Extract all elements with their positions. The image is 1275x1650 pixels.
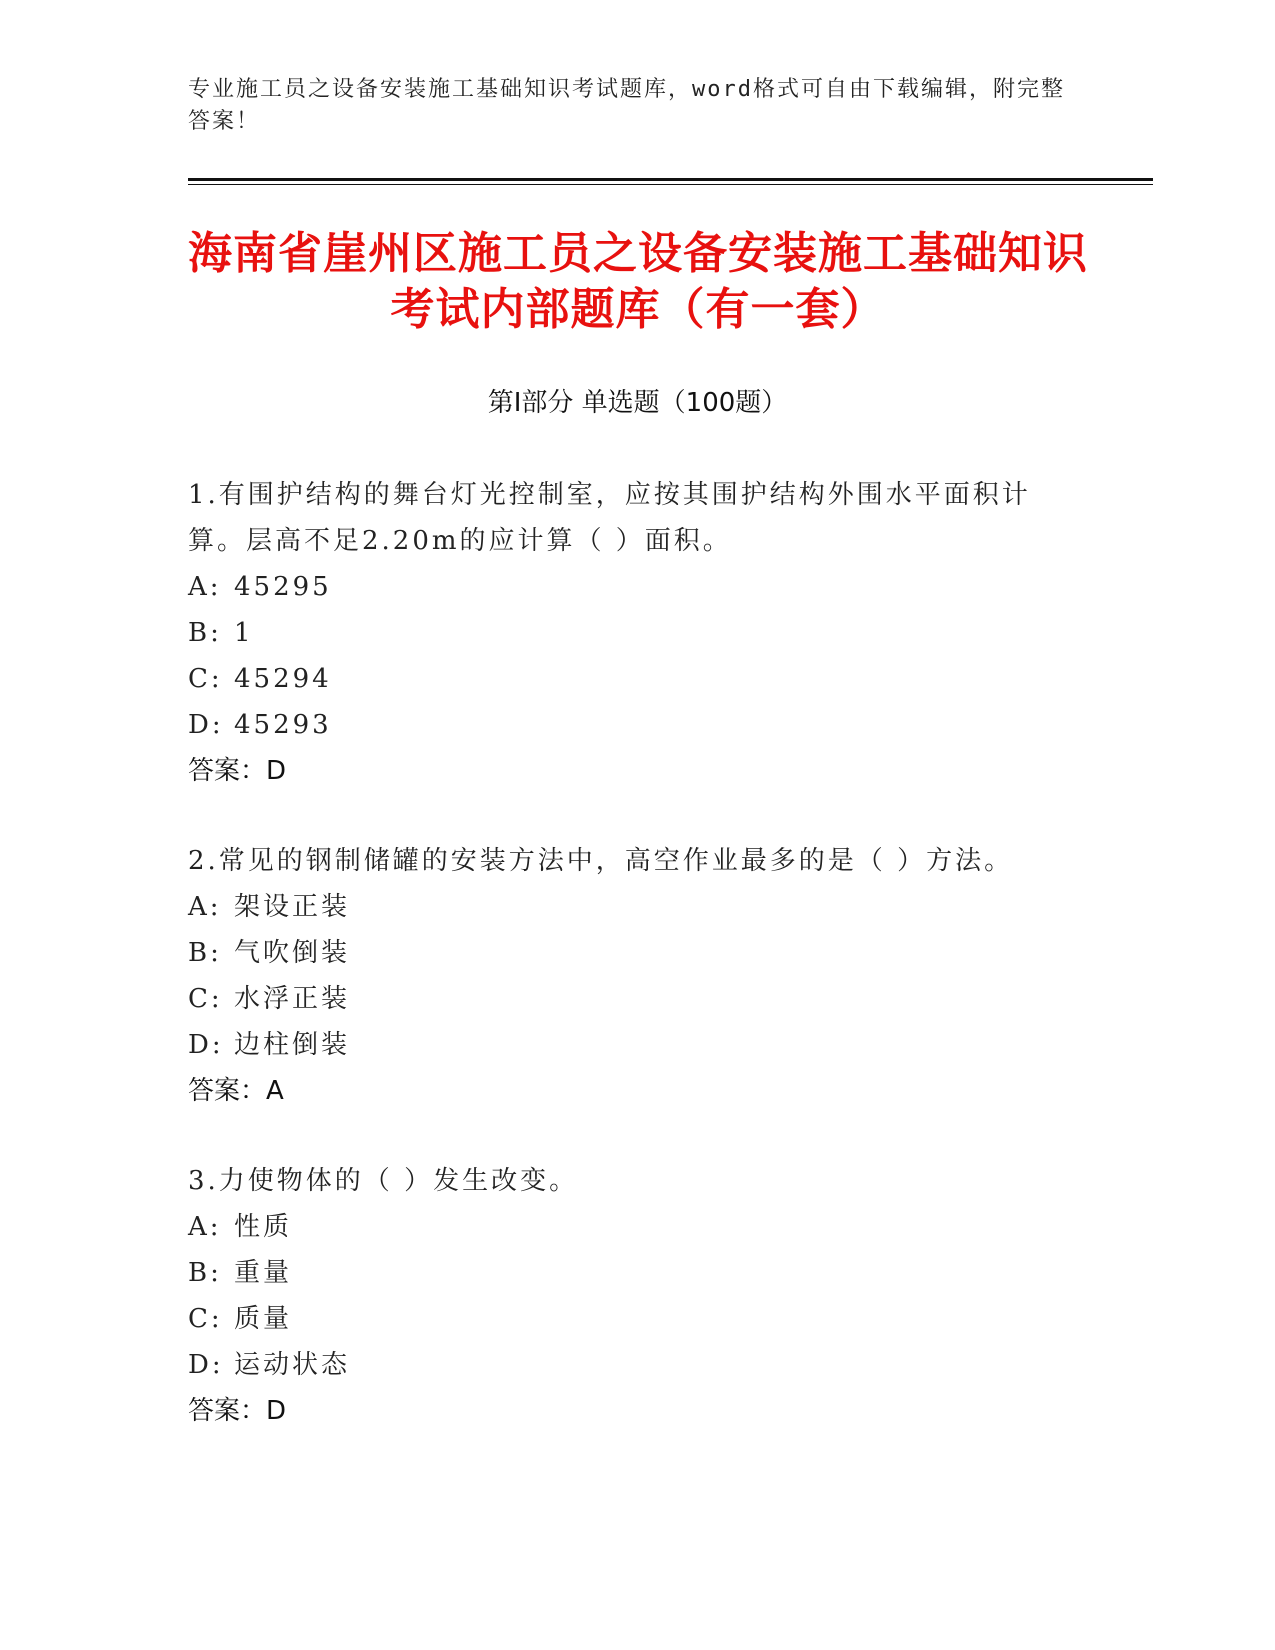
option-key: D: — [188, 710, 224, 740]
option-value: 水浮正装 — [234, 984, 351, 1014]
option-d — [188, 1022, 1068, 1068]
question-text: 1.有围护结构的舞台灯光控制室，应按其围护结构外围水平面积计算。层高不足2.20m的应计算（ ）面积。 — [188, 480, 1031, 556]
option-key: C: — [188, 1304, 223, 1334]
option-c — [188, 976, 1068, 1022]
option-a — [188, 884, 1068, 930]
option-value: 运动状态 — [234, 1350, 351, 1380]
option-key: D: — [188, 1350, 224, 1380]
question-3 — [188, 1158, 1068, 1434]
option-key: C: — [188, 664, 223, 694]
section-title: 第Ⅰ部分 单选题（100题） — [487, 388, 788, 418]
option-value: 45294 — [234, 664, 332, 694]
option-value: 性质 — [234, 1212, 293, 1242]
option-c — [188, 1296, 1068, 1342]
option-value: 重量 — [234, 1258, 293, 1288]
answer: 答案：D — [188, 756, 287, 786]
option-d — [188, 702, 1068, 748]
option-key: B: — [188, 938, 222, 968]
option-value: 架设正装 — [234, 892, 351, 922]
question-2 — [188, 838, 1068, 1114]
option-value: 45295 — [234, 572, 332, 602]
document-title: 海南省崖州区施工员之设备安装施工基础知识考试内部题库（有一套） — [188, 228, 1088, 335]
option-value: 45293 — [234, 710, 332, 740]
option-b — [188, 610, 1068, 656]
option-b — [188, 1250, 1068, 1296]
option-value: 气吹倒装 — [234, 938, 351, 968]
question-text: 2.常见的钢制储罐的安装方法中，高空作业最多的是（ ）方法。 — [188, 846, 1014, 876]
option-value: 质量 — [234, 1304, 293, 1334]
option-key: B: — [188, 618, 222, 648]
question-text: 3.力使物体的（ ）发生改变。 — [188, 1166, 579, 1196]
option-a — [188, 1204, 1068, 1250]
option-key: D: — [188, 1030, 224, 1060]
option-d — [188, 1342, 1068, 1388]
option-key: A: — [188, 1212, 222, 1242]
option-key: A: — [188, 892, 222, 922]
option-value: 边柱倒装 — [234, 1030, 351, 1060]
option-a — [188, 564, 1068, 610]
option-key: B: — [188, 1258, 222, 1288]
header-divider-thick — [188, 178, 1153, 181]
option-key: A: — [188, 572, 222, 602]
header-note: 专业施工员之设备安装施工基础知识考试题库，word格式可自由下载编辑，附完整答案！ — [188, 77, 1065, 134]
question-list — [188, 472, 1068, 1478]
answer: 答案：A — [188, 1076, 284, 1106]
answer: 答案：D — [188, 1396, 287, 1426]
option-b — [188, 930, 1068, 976]
question-1 — [188, 472, 1068, 794]
option-value: 1 — [234, 618, 254, 648]
option-key: C: — [188, 984, 223, 1014]
option-c — [188, 656, 1068, 702]
header-divider-thin — [188, 184, 1153, 185]
